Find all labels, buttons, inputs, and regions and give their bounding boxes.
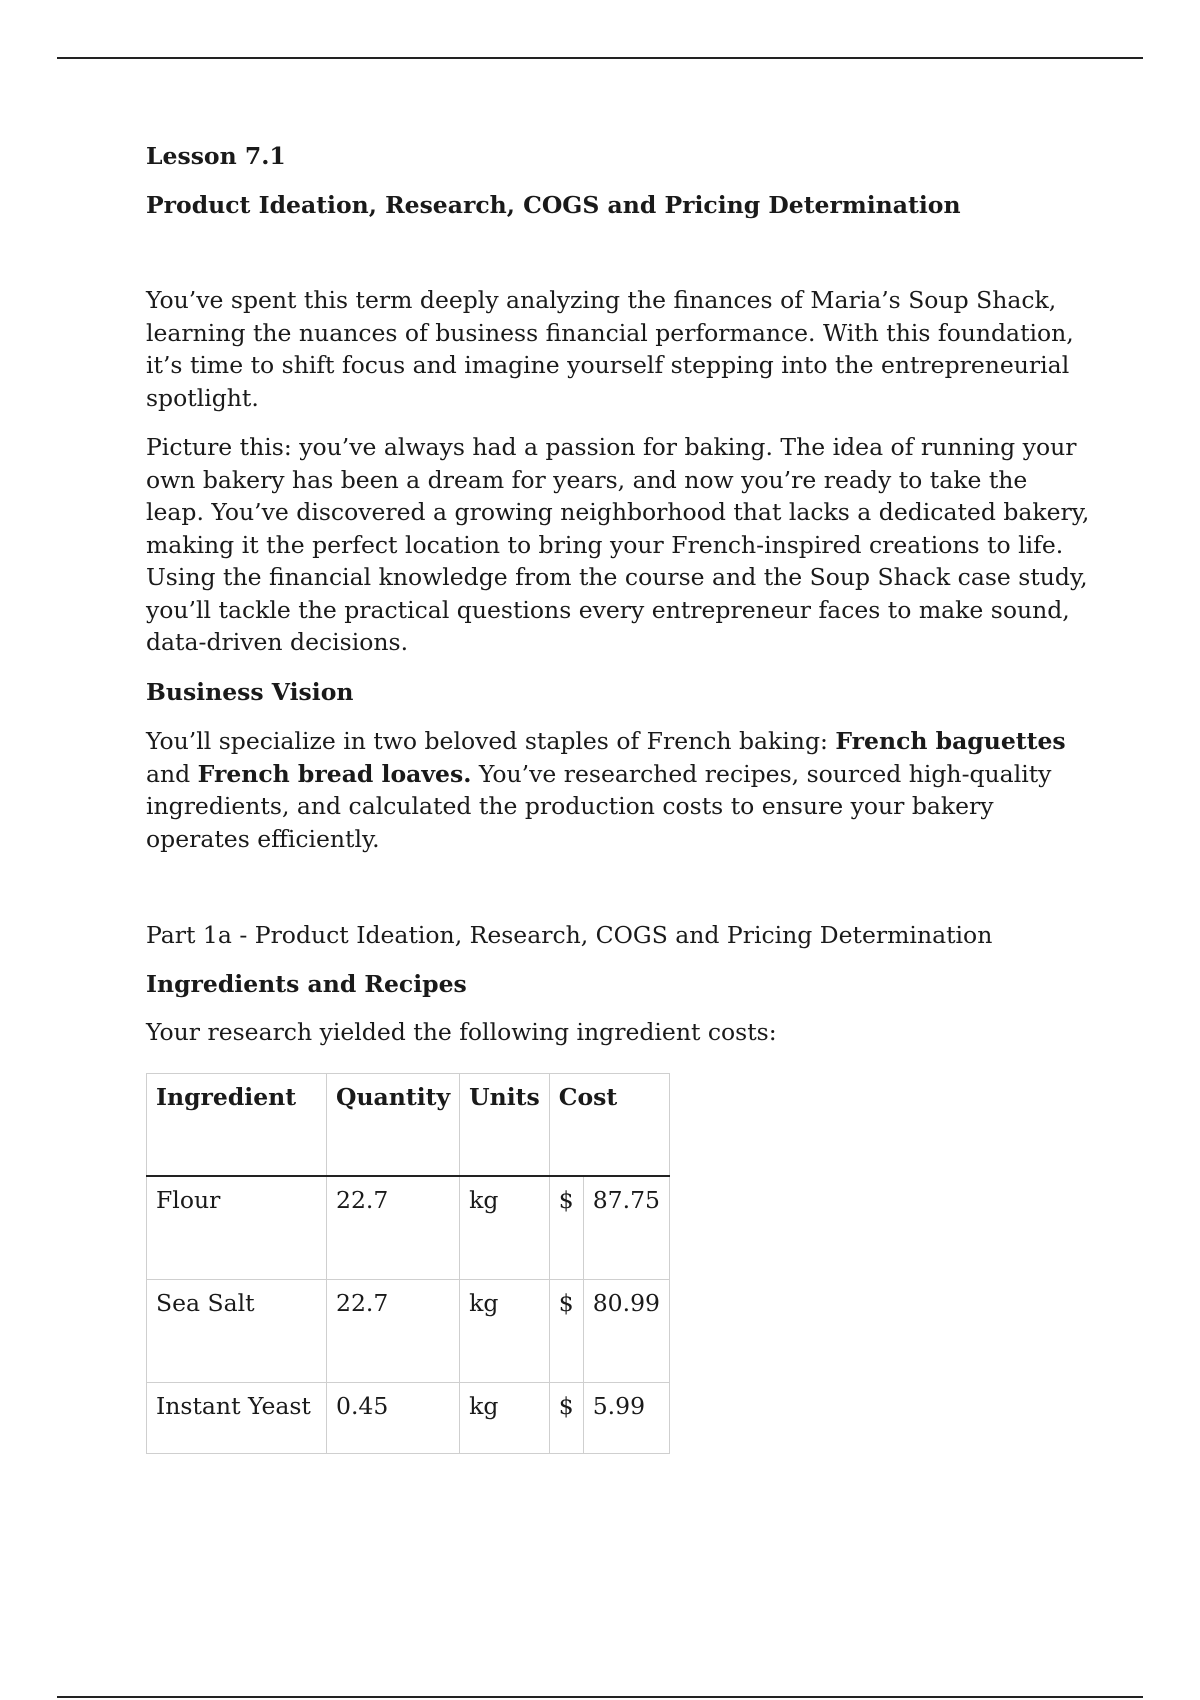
- header-cost: Cost: [549, 1074, 669, 1177]
- business-vision-heading: Business Vision: [146, 677, 354, 706]
- footer-rule: [57, 1696, 1143, 1698]
- lesson-title: Product Ideation, Research, COGS and Pricing Determination: [146, 190, 961, 219]
- cost-cell: 5.99: [583, 1383, 669, 1454]
- vision-rest-text: You’ve researched recipes, sourced high-quality ingredients, and calculated the production costs to ensure your bakery operates efficiently.: [146, 759, 1052, 853]
- table-header-row: [147, 1074, 670, 1177]
- header-quantity: Quantity: [327, 1074, 460, 1177]
- vision-intro-text: You’ll specialize in two beloved staples of French baking:: [146, 727, 836, 755]
- quantity-cell: 22.7: [327, 1176, 460, 1280]
- ingredient-cell: Flour: [147, 1176, 327, 1280]
- table-row: [147, 1383, 670, 1454]
- product-bread-loaves: French bread loaves.: [197, 759, 472, 788]
- vision-connector-text: and: [146, 759, 198, 788]
- ingredients-heading: Ingredients and Recipes: [146, 969, 467, 998]
- scenario-paragraph: Picture this: you’ve always had a passion for baking. The idea of running your own bakery has been a dream for years, and now you’re ready to take the leap. You’ve discovered a growing neighborhood that lacks a dedicated bakery, making it the perfect location to bring your French-inspired creations to life. Using the financial knowledge from the course and the Soup Shack case study, you’ll tackle the practical questions every entrepreneur faces to make sound, data-driven decisions.: [146, 433, 1090, 656]
- product-baguettes: French baguettes: [835, 727, 1066, 755]
- header-rule: [57, 57, 1143, 59]
- ingredient-cost-table: [146, 1073, 670, 1454]
- units-cell: kg: [460, 1176, 550, 1280]
- ingredient-cell: Instant Yeast: [147, 1383, 327, 1454]
- header-ingredient: Ingredient: [147, 1074, 327, 1177]
- header-units: Units: [460, 1074, 550, 1177]
- currency-symbol: $: [549, 1176, 583, 1280]
- currency-symbol: $: [549, 1280, 583, 1383]
- cost-cell: 80.99: [583, 1280, 669, 1383]
- table-row: [147, 1176, 670, 1280]
- currency-symbol: $: [549, 1383, 583, 1454]
- part-1a-heading: Part 1a - Product Ideation, Research, COGS and Pricing Determination: [146, 921, 993, 949]
- units-cell: kg: [460, 1280, 550, 1383]
- ingredient-cell: Sea Salt: [147, 1280, 327, 1383]
- table-row: [147, 1280, 670, 1383]
- intro-paragraph: You’ve spent this term deeply analyzing the finances of Maria’s Soup Shack, learning the nuances of business financial performance. With this foundation, it’s time to shift focus and imagine yourself stepping into the entrepreneurial spotlight.: [146, 286, 1074, 412]
- quantity-cell: 0.45: [327, 1383, 460, 1454]
- lesson-number: Lesson 7.1: [146, 142, 286, 170]
- business-vision-paragraph: [146, 725, 1091, 855]
- units-cell: kg: [460, 1383, 550, 1454]
- cost-cell: 87.75: [583, 1176, 669, 1280]
- document-body: [146, 140, 1091, 1049]
- research-text: Your research yielded the following ingredient costs:: [146, 1018, 777, 1046]
- quantity-cell: 22.7: [327, 1280, 460, 1383]
